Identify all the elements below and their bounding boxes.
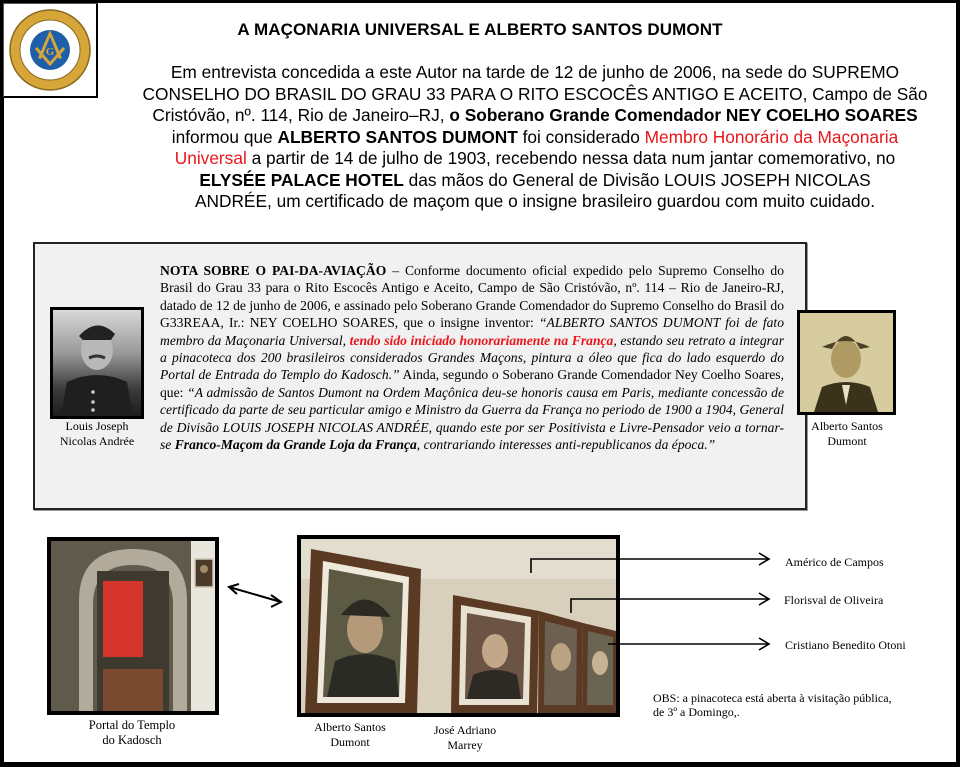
note-text: Ainda, segundo o Soberano Grande Comendador Ney Coelho Soares, que:: [160, 367, 784, 400]
painting-label-florisval: Florisval de Oliveira: [784, 593, 884, 607]
arrow-line-florisval: [571, 599, 769, 613]
bottom-border: [0, 762, 960, 767]
note-heading: NOTA SOBRE O PAI-DA-AVIAÇÃO: [160, 263, 387, 278]
note-quote: “A admissão de Santos Dumont na Ordem Maçônica deu-se honoris causa em Paris, mediante concessão de certificado da parte de seu particular amigo e Ministro da Guerra da França no periodo de 1900 a 1904, General de Divisão LOUIS JOSEPH NICOLAS ANDRÉE, quando este por ser Positivista e Livre-Pensador veio a tornar-se: [160, 384, 785, 453]
portrait-santos-dumont: [797, 310, 896, 415]
obs-line: OBS: a pinacoteca está aberta à visitação pública,: [653, 691, 892, 705]
note-quote: , estando seu retrato a integrar a pinacoteca dos 200 brasileiros considerados Grandes Maçons, pintura a óleo que fica do lado esquerdo do Portal de Entrada do Templo do Kadosch.”: [160, 332, 784, 383]
intro-line: CONSELHO DO BRASIL DO GRAU 33 PARA O RITO ESCOCÊS ANTIGO E ACEITO, Campo de São: [142, 83, 928, 104]
portrait-caption-left: [42, 419, 152, 449]
intro-bold-text: o Soberano Grande Comendador NEY COELHO SOARES: [449, 105, 918, 125]
caption-line: Dumont: [827, 434, 867, 448]
intro-highlight: Universal: [174, 148, 247, 168]
obs-note: [653, 691, 933, 719]
obs-line: de 3º a Domingo,.: [653, 705, 740, 719]
note-bold-quote: Franco-Maçom da Grande Loja da França: [174, 437, 417, 453]
intro-text: informou que: [171, 126, 278, 147]
caption-line: Nicolas Andrée: [59, 434, 135, 448]
intro-text: Cristóvão, nº. 114, Rio de Janeiro–RJ,: [152, 105, 450, 125]
note-quote: “ALBERTO SANTOS DUMONT foi de fato membro da Maçonaria Universal,: [160, 315, 784, 348]
portrait-louis-andree: [50, 307, 144, 419]
arrow-line-americo: [531, 559, 769, 573]
painting-label-americo: Américo de Campos: [785, 555, 884, 569]
note-quote: , contrariando interesses anti-republicanos da época.”: [416, 437, 716, 453]
note-text: – Conforme documento oficial expedido pelo Supremo Conselho do Brasil do Grau 33 para o Rito Escocês Antigo e Aceito, Campo de São Cristóvão, nº. 114 – Rio de Janeiro-RJ, datado de 12 de junho de 2006, e assinado pelo Soberano Grande Comendador do Supremo Conselho do Brasil do G33REAA, Ir.: NEY COELHO SOARES, que o insigne inventor:: [160, 263, 785, 331]
painting-caption-dumont: [305, 720, 395, 750]
page-title: A MAÇONARIA UNIVERSAL E ALBERTO SANTOS DUMONT: [237, 20, 723, 39]
intro-text: das mãos do General de Divisão LOUIS JOSEPH NICOLAS: [403, 169, 871, 190]
caption-line: Dumont: [330, 735, 370, 749]
portrait-caption-right: [792, 419, 902, 449]
caption-line: Alberto Santos: [314, 720, 386, 734]
caption-line: Alberto Santos: [811, 419, 883, 433]
intro-paragraph: [110, 62, 960, 213]
portal-caption: [62, 718, 202, 748]
caption-line: Marrey: [447, 738, 483, 752]
intro-line: ANDRÉE, um certificado de maçom que o insigne brasileiro guardou com muito cuidado.: [194, 191, 876, 211]
intro-bold-hotel: ELYSÉE PALACE HOTEL: [199, 169, 404, 190]
intro-line: Em entrevista concedida a este Autor na tarde de 12 de junho de 2006, na sede do SUPREMO: [170, 62, 900, 82]
caption-line: Louis Joseph: [65, 419, 129, 433]
painting-caption-marrey: [420, 723, 510, 753]
intro-bold-name: ALBERTO SANTOS DUMONT: [277, 126, 518, 147]
temple-portal-icon: [51, 541, 215, 711]
note-highlight: tendo sido iniciado honorariamente na França: [349, 332, 614, 348]
caption-line: Portal do Templo: [88, 718, 176, 732]
masonic-square-compass-emblem-icon: [4, 4, 96, 96]
svg-text:G: G: [45, 46, 55, 58]
painting-label-cristiano: Cristiano Benedito Otoni: [785, 638, 906, 652]
intro-text: foi considerado: [517, 126, 645, 147]
portrait-photo-icon: [800, 313, 893, 412]
note-paragraph: [160, 262, 784, 453]
portrait-photo-icon: [53, 310, 141, 416]
label-arrows: [525, 545, 785, 655]
caption-line: José Adriano: [433, 723, 497, 737]
intro-highlight: Membro Honorário da Maçonaria: [644, 126, 899, 147]
double-arrow-icon: [225, 582, 287, 608]
portal-photo: [47, 537, 219, 715]
intro-text: a partir de 14 de julho de 1903, recebendo nessa data num jantar comemorativo, no: [246, 148, 896, 168]
masonic-logo: [3, 3, 98, 98]
caption-line: do Kadosch: [102, 733, 162, 747]
